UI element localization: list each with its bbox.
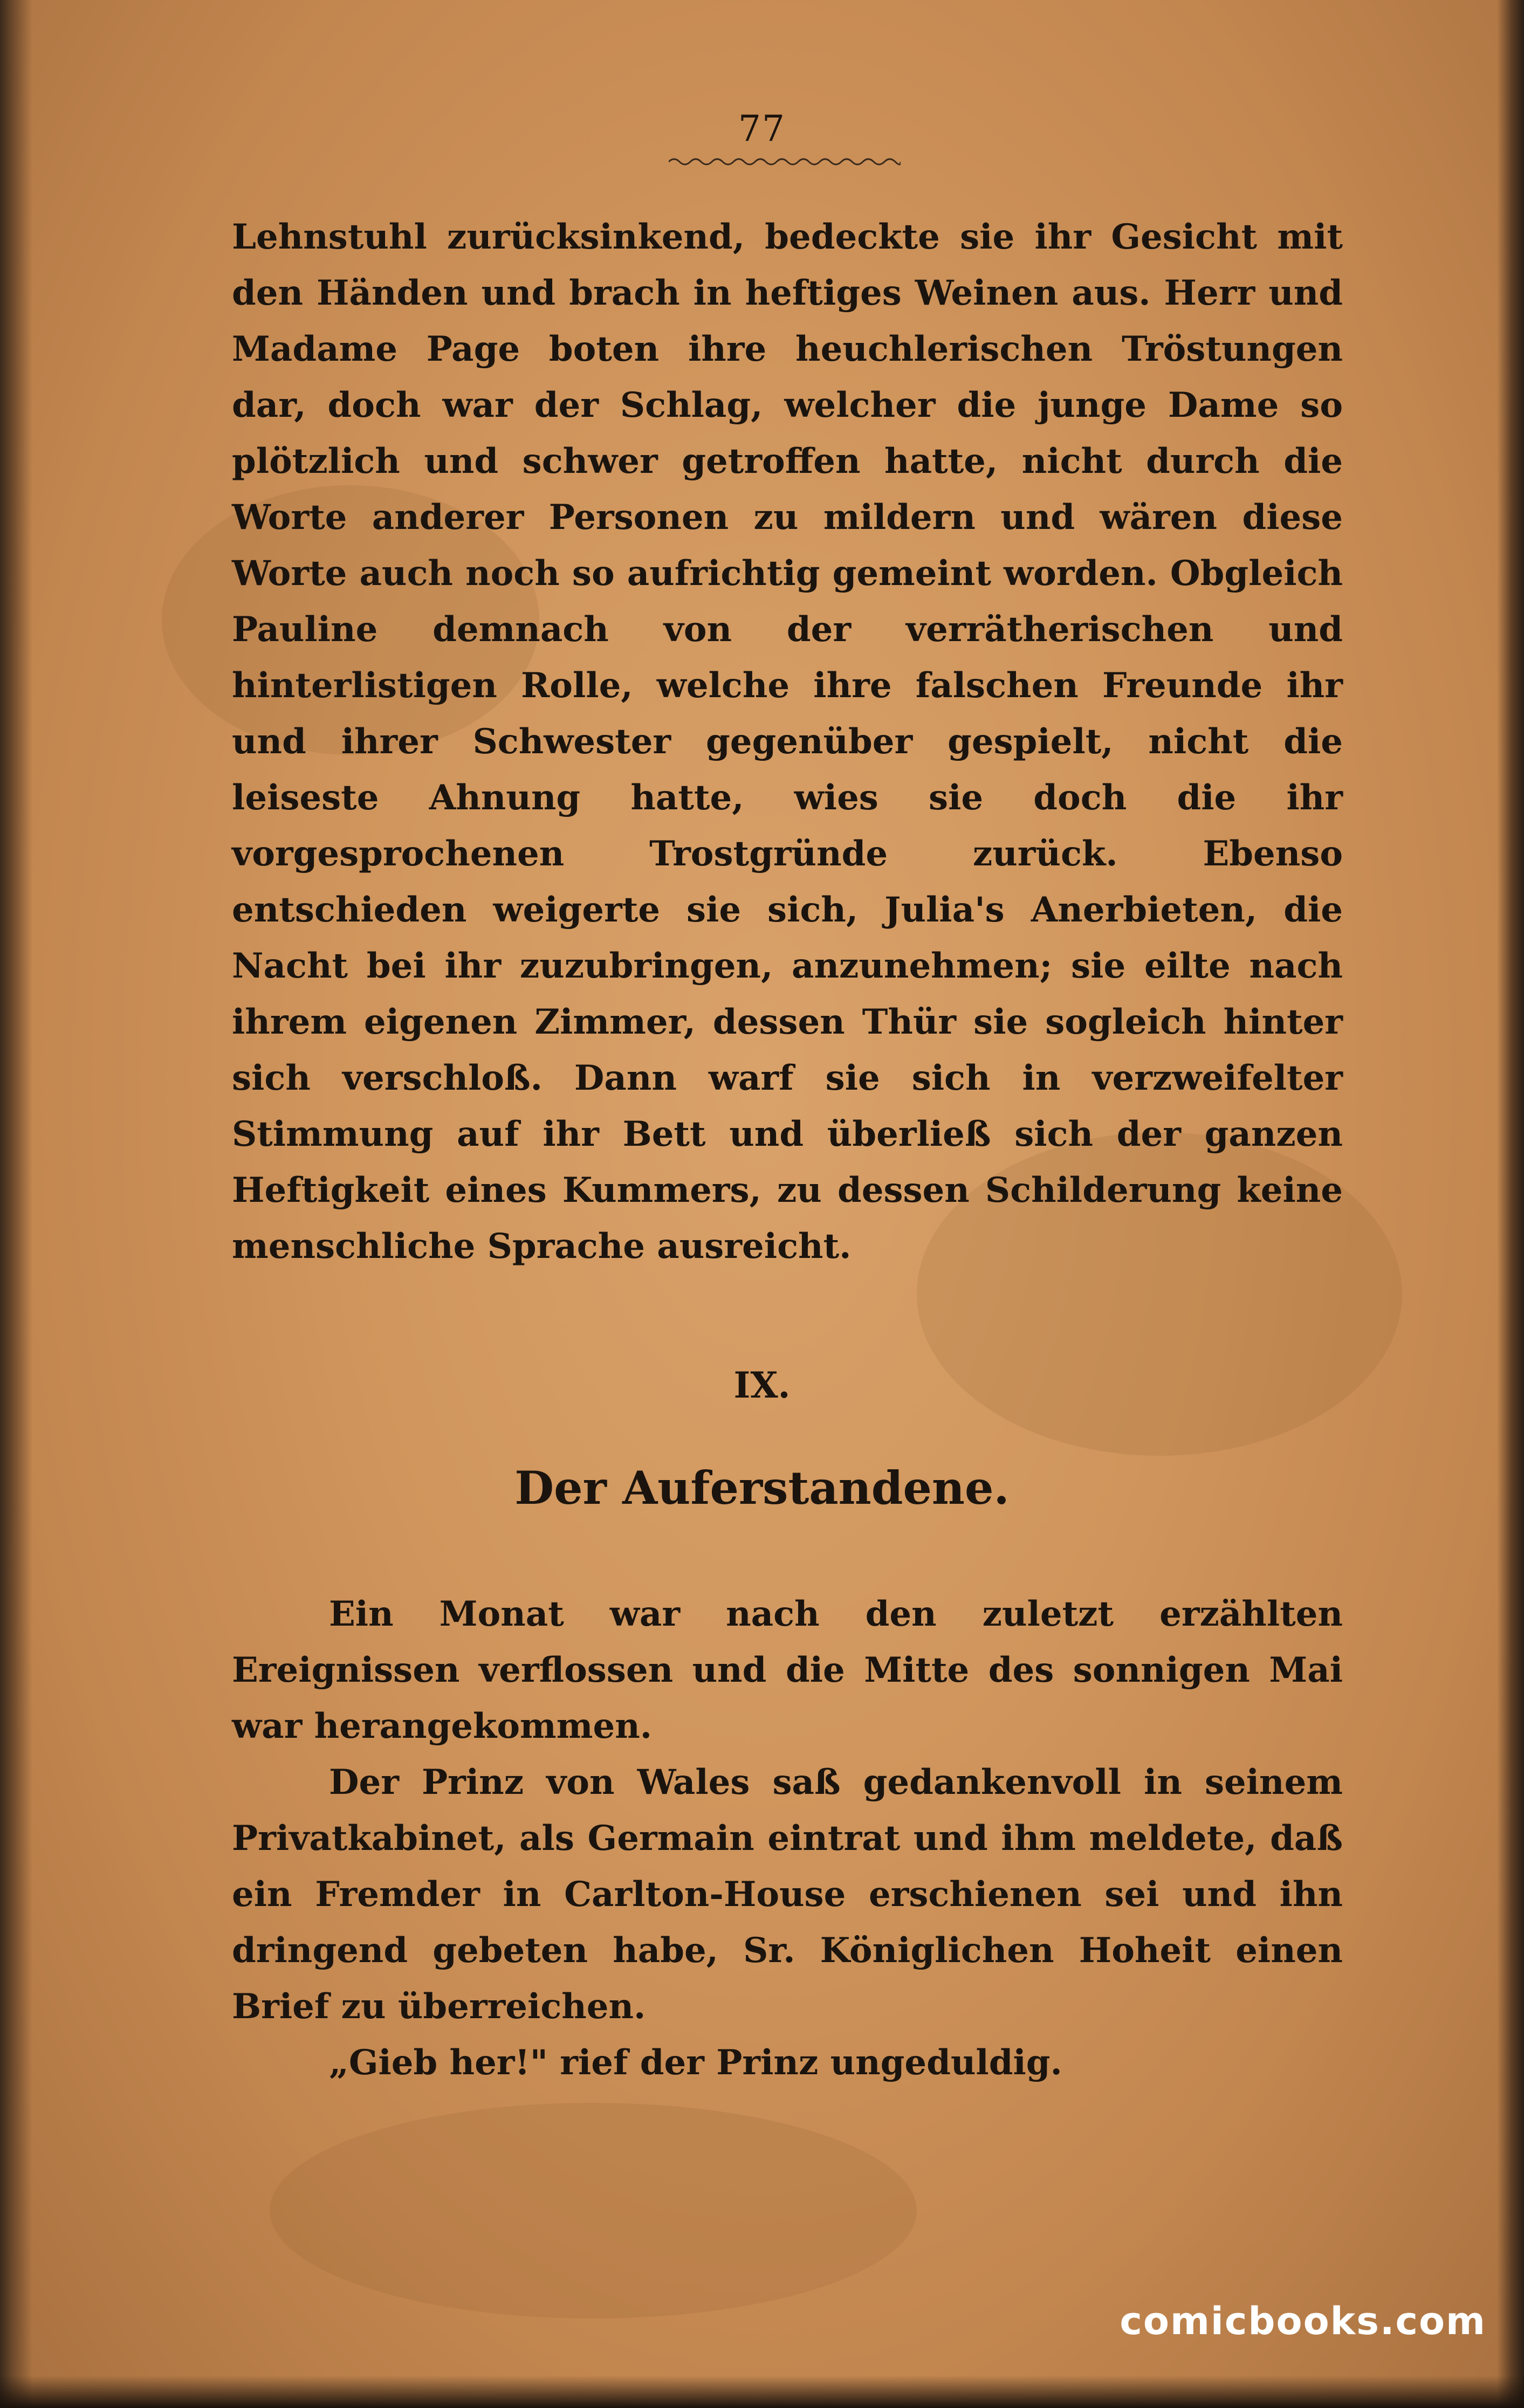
- page-bottom-edge: [0, 2376, 1524, 2408]
- chapter-number: IX.: [733, 1364, 791, 1406]
- page-left-edge: [0, 0, 32, 2408]
- paragraph: Der Prinz von Wales saß gedankenvoll in seinem Privatkabinet, als Germain eintrat und ihm meldete, daß ein Fremder in Carlton-House erschienen sei und ihn dringend gebeten habe, Sr. Königlichen Hoheit einen Brief zu überreichen.: [232, 1762, 1343, 2027]
- chapter-title: Der Auferstandene.: [514, 1461, 1010, 1515]
- watermark: comicbooks.com: [1120, 2299, 1486, 2343]
- paragraph: „Gieb her!" rief der Prinz ungeduldig.: [329, 2042, 1062, 2083]
- page-number: 77: [738, 108, 786, 149]
- paragraph-continuation: Lehnstuhl zurücksinkend, bedeckte sie ihr Gesicht mit den Händen und brach in heftiges Weinen aus. Herr und Madame Page boten ihre heuchlerischen Tröstungen dar, doch war der Schlag, welcher die junge Dame so plötzlich und schwer getroffen hatte, nicht durch die Worte anderer Personen zu mildern und wären diese Worte auch noch so aufrichtig gemeint worden. Obgleich Pauline demnach von der verrätherischen und hinterlistigen Rolle, welche ihre falschen Freunde ihr und ihrer Schwester gegenüber gespielt, nicht die leiseste Ahnung hatte, wies sie doch die ihr vorgesprochenen Trostgründe zurück. Ebenso entschieden weigerte sie sich, Julia's Anerbieten, die Nacht bei ihr zuzubringen, anzunehmen; sie eilte nach ihrem eigenen Zimmer, dessen Thür sie sogleich hinter sich verschloß. Dann warf sie sich in verzweifelter Stimmung auf ihr Bett und überließ sich der ganzen Heftigkeit eines Kummers, zu dessen Schilderung keine menschliche Sprache ausreicht.: [232, 217, 1343, 1267]
- paper-stain: [270, 2103, 917, 2318]
- page-right-edge: [1497, 0, 1524, 2408]
- paragraph: Ein Monat war nach den zuletzt erzählten Ereignissen verflossen und die Mitte des sonnigen Mai war herangekommen.: [232, 1594, 1343, 1746]
- header-ornament: [669, 155, 901, 171]
